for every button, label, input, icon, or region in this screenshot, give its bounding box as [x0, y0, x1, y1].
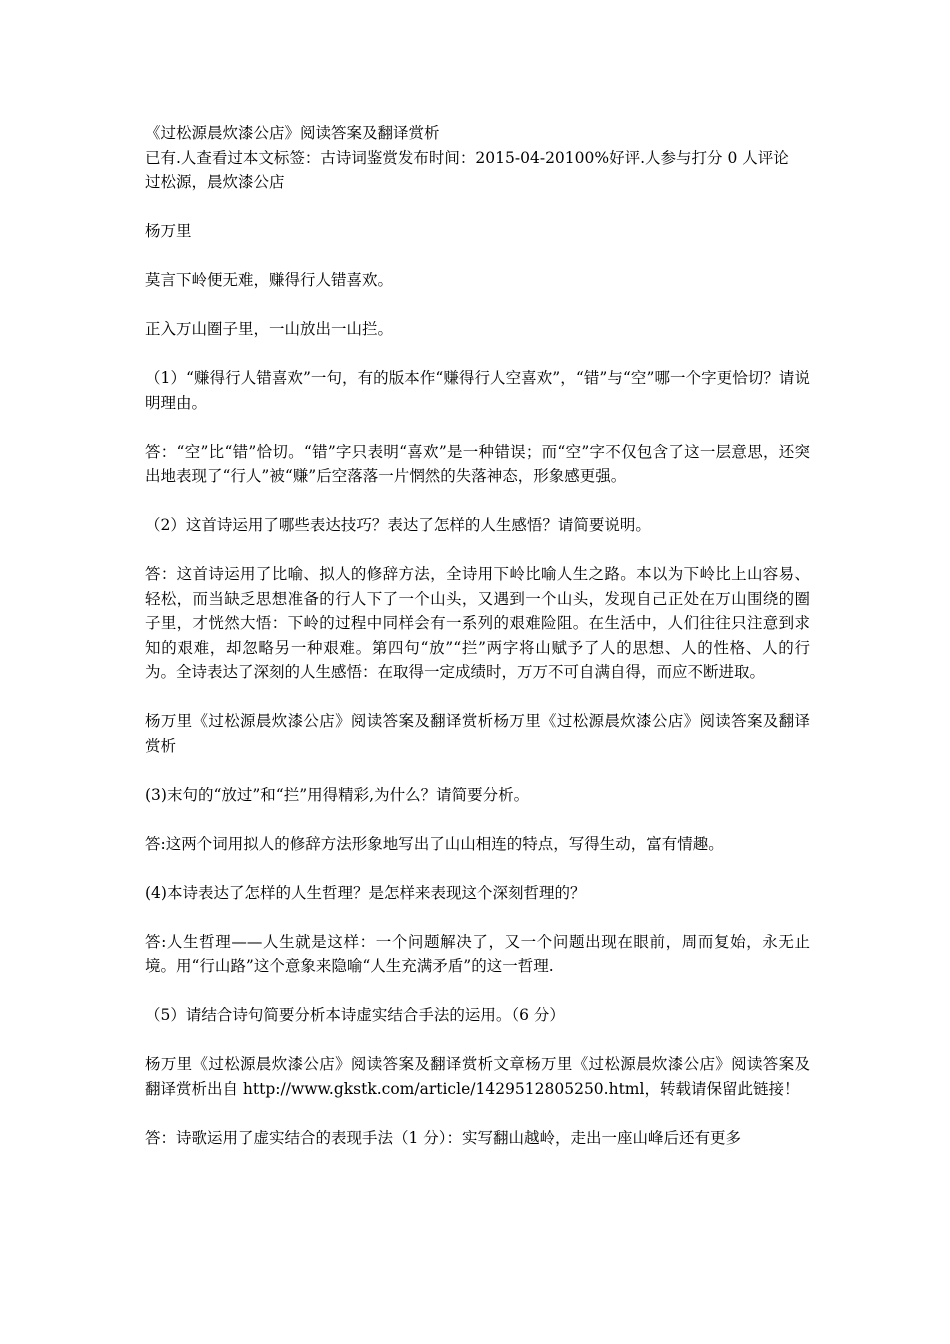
repeated-title-note: 杨万里《过松源晨炊漆公店》阅读答案及翻译赏析杨万里《过松源晨炊漆公店》阅读答案及翻译赏析	[145, 712, 810, 755]
answer-5: 答：诗歌运用了虚实结合的表现手法（1 分）：实写翻山越岭，走出一座山峰后还有更多	[145, 1128, 742, 1147]
answer-4: 答:人生哲理——人生就是这样：一个问题解决了，又一个问题出现在眼前，周而复始，永无止境。用“行山路”这个意象来隐喻“人生充满矛盾”的这一哲理.	[145, 932, 810, 975]
question-5: （5）请结合诗句简要分析本诗虚实结合手法的运用。（6 分）	[145, 1006, 565, 1024]
source-note: 杨万里《过松源晨炊漆公店》阅读答案及翻译赏析文章杨万里《过松源晨炊漆公店》阅读答案及翻译赏析出自 http://www.gkstk.com/article/1429512805250.html，转载请保留此链接！	[145, 1055, 810, 1098]
question-1: （1）“赚得行人错喜欢”一句，有的版本作“赚得行人空喜欢”，“错”与“空”哪一个字更恰切？请说明理由。	[145, 369, 810, 412]
answer-3: 答:这两个词用拟人的修辞方法形象地写出了山山相连的特点，写得生动，富有情趣。	[145, 834, 724, 853]
answer-2: 答：这首诗运用了比喻、拟人的修辞方法，全诗用下岭比喻人生之路。本以为下岭比上山容易、轻松，而当缺乏思想准备的行人下了一个山头，又遇到一个山头，发现自己正处在万山围绕的圈子里，才恍然大悟：下岭的过程中同样会有一系列的艰难险阻。在生活中，人们往往只注意到求知的艰难，却忽略另一种艰难。第四句“放”“拦”两字将山赋予了人的思想、人的性格、人的行为。全诗表达了深刻的人生感悟：在取得一定成绩时，万万不可自满自得，而应不断进取。	[145, 565, 810, 681]
answer-1: 答：“空”比“错”恰切。“错”字只表明“喜欢”是一种错误；而“空”字不仅包含了这一层意思，还突出地表现了“行人”被“赚”后空落落一片惘然的失落神态，形象感更强。	[145, 442, 810, 485]
article-title: 《过松源晨炊漆公店》阅读答案及翻译赏析	[145, 124, 440, 142]
question-4: (4)本诗表达了怎样的人生哲理？是怎样来表现这个深刻哲理的？	[145, 883, 586, 902]
poem-author: 杨万里	[145, 222, 192, 240]
poem-title: 过松源，晨炊漆公店	[145, 173, 285, 191]
question-2: （2）这首诗运用了哪些表达技巧？表达了怎样的人生感悟？请简要说明。	[145, 516, 651, 534]
article-meta: 已有.人查看过本文标签：古诗词鉴赏发布时间：2015-04-20100%好评.人参与打分 0 人评论	[145, 148, 789, 167]
document-page	[145, 121, 810, 1150]
poem-line-2: 正入万山圈子里，一山放出一山拦。	[145, 320, 394, 338]
poem-line-1: 莫言下岭便无难，赚得行人错喜欢。	[145, 271, 394, 289]
question-3: (3)末句的“放过”和“拦”用得精彩,为什么？请简要分析。	[145, 785, 530, 804]
